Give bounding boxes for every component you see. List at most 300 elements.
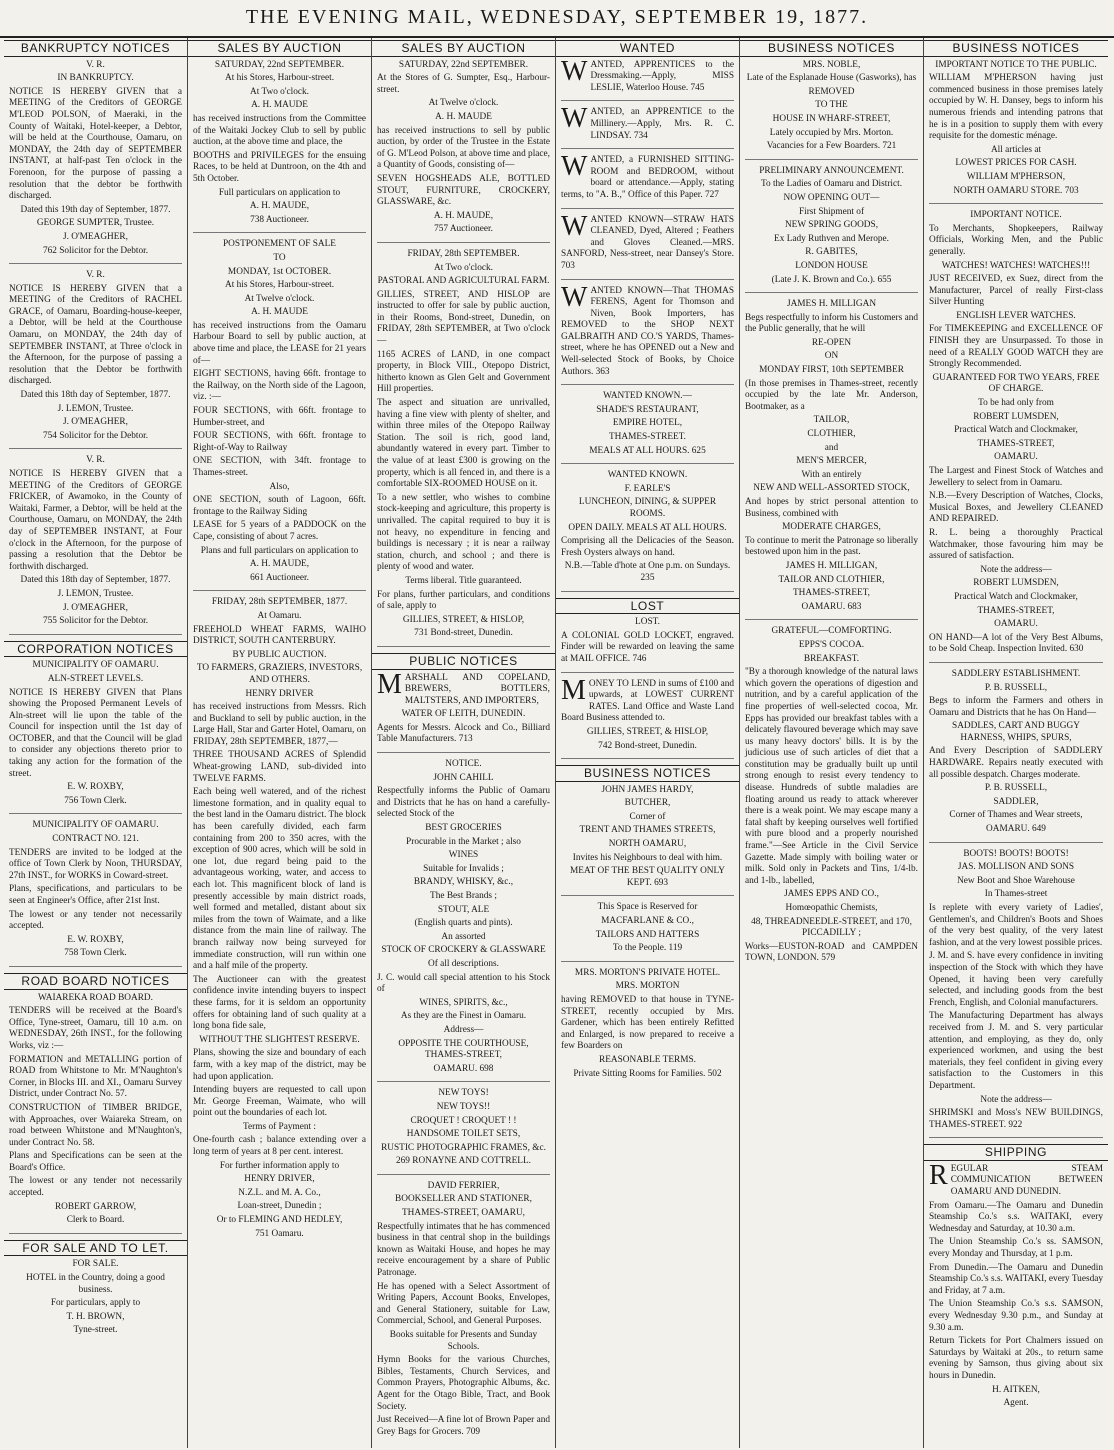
advertisement [929,1159,1103,1416]
ad-line: FOUR SECTIONS, with 66ft. frontage to Humber-street, and [193,406,366,428]
ad-line: THAMES-STREET, OAMARU, [401,1208,525,1219]
ad-line: N.Z.L. and M. A. Co., [238,1187,321,1198]
ad-line: P. B. RUSSELL, [984,783,1048,794]
advertisement [561,55,734,102]
section-heading: CORPORATION NOTICES [4,641,187,658]
ad-line: 48, THREADNEEDLE-STREET, and 170, PICCADILLY ; [751,916,912,939]
ad-line: GUARANTEED FOR TWO YEARS, FREE OF CHARGE. [932,372,1100,395]
drop-capital: W [561,210,588,242]
ad-line: The aspect and situation are unrivalled, having a fine view with plenty of shelter, and within three miles of the Otepopo Railway Station. The soil is rich, good land, abundantly watered in every part. Timber to the value of at least £300 is growing on the property, which is all fenced in, and there is a comfortable SIX-ROOMED HOUSE on it. [377,398,550,490]
ad-line: WILLIAM M'PHERSON having just commenced business in those premises lately occupied by W. H. Dansey, begs to inform his numerous friends and intending patrons that he is in a position to supply them with every requisite for the domestic ménage. [929,73,1103,142]
ad-line: The Manufacturing Department has always received from J. M. and S. very particular attention, and employing, as they do, only experienced workmen, and using the best materials, they feel confident in giving every satisfaction to the Customers in this Department. [929,1011,1103,1091]
ad-line: A. H. MAUDE, [249,201,310,212]
ad-line: 742 Bond-street, Dunedin. [598,740,697,751]
column-1 [4,38,188,1448]
ad-line: NEW AND WELL-ASSORTED STOCK, [753,483,910,494]
ad-line: JUST RECEIVED, ex Suez, direct from the Manufacturer, Parcel of really First-class Silver Hunting [929,274,1103,308]
drop-capital: W [561,55,588,87]
advertisement [745,626,918,971]
ad-line: Late of the Esplanade House (Gasworks), has [746,73,917,84]
advertisement [9,1259,182,1343]
ad-line: N.B.—Table d'hote at One p.m. on Sundays. 235 [564,561,731,583]
ad-line: FOUR SECTIONS, with 66ft. frontage to Right-of-Way to Railway [193,431,366,453]
ad-line: OAMARU. 683 [801,601,862,612]
ad-line: At Two o'clock. [250,86,309,97]
ad-line: THAMES-STREET, [792,588,871,599]
ad-line: 762 Solicitor for the Debtor. [42,245,149,256]
ad-line: BOOTHS and PRIVILEGES for the ensuing Races, to be held at Duntroon, on the 4th and 5th October. [193,150,366,184]
ad-line: GILLIES, STREET, & HISLOP, [586,726,709,737]
ad-line: NEW TOYS! [438,1088,489,1099]
advertisement [561,103,734,149]
ad-line: For further information apply to [219,1160,340,1171]
ad-line: BEST GROCERIES [425,823,502,834]
ad-line: WINES [448,850,479,861]
ad-line: TO FARMERS, GRAZIERS, INVESTORS, AND OTHERS. [196,663,363,685]
advertisement [9,820,182,967]
ad-line: FOR SALE. [72,1259,119,1270]
ad-line: Agent. [1003,1398,1029,1409]
ad-line: TAILOR AND CLOTHIER, [778,574,885,585]
ad-line: For particulars, apply to [50,1298,141,1309]
ad-line: CONTRACT NO. 121. [52,834,139,845]
ad-line: RUSTIC PHOTOGRAPHIC FRAMES, &c. [381,1142,546,1153]
ad-line: A. H. MAUDE, [249,559,310,570]
ad-line: The lowest or any tender not necessarily accepted. [9,909,182,932]
ad-line: The Union Steamship Co.'s s.s. SAMSON, every Wednesday 9.30 p.m., and Sunday at 9.30 a.m. [929,1299,1103,1333]
ad-line: J. LEMON, Trustee. [57,588,134,599]
advertisement [561,902,734,961]
ad-line: Books suitable for Presents and Sunday Schools. [389,1330,538,1352]
ad-line: Hymn Books for the various Churches, Bibles, Testaments, Church Services, and Common Prayers, Photographic Albums, &c. Agent for the Otago Bible, Tract, and Book Society. [377,1355,550,1412]
ad-line: WATER OF LEITH, DUNEDIN. [401,709,526,720]
advertisement [561,617,734,672]
drop-capital: W [561,281,588,313]
ad-line: JOHN CAHILL [433,772,494,783]
ad-line: SATURDAY, 22nd SEPTEMBER. [214,59,345,70]
column-4 [556,38,740,1448]
ad-line: Also, [269,481,290,492]
ad-line: LOST. [635,617,660,628]
ad-line: GILLIES, STREET, & HISLOP, [402,614,525,625]
ad-line: A COLONIAL GOLD LOCKET, engraved. Finder will be rewarded on leaving the same at MAIL OFFICE. 746 [561,630,734,664]
ad-line: FRIDAY, 28th SEPTEMBER, 1877. [211,597,348,608]
ad-line: MRS. MORTON'S PRIVATE HOTEL. [574,967,721,978]
ad-line: In Thames-street [984,889,1048,900]
ad-line: J. M. and S. have every confidence in inviting inspection of the Stock with which they have Opened, it having been very carefully selected, and including goods from the best French, English, and Colonial manufacturers. [929,951,1103,1008]
ad-line: 661 Auctioneer. [250,572,309,583]
ad-line: At Two o'clock. [434,262,493,273]
ad-line: New Boot and Shoe Warehouse [957,875,1075,886]
ad-line: SEVEN HOGSHEADS ALE, BOTTLED STOUT, FURNITURE, CROCKERY, GLASSWARE, &c. [377,173,550,208]
ad-line: Ex Lady Ruthven and Merope. [774,233,889,244]
ad-line: 756 Town Clerk. [64,795,127,806]
drop-capital: W [561,151,588,183]
ad-line-rest: ANTED, an APPRENTICE to the Millinery.—Apply, Mrs. R. C. LINDSAY. 734 [590,107,734,141]
ad-line: FRIDAY, 28th SEPTEMBER. [407,248,520,259]
advertisement [9,993,182,1234]
ad-line: At his Stores, Harbour-street. [224,280,335,291]
section-heading: BUSINESS NOTICES [556,765,739,782]
ad-line: At the Stores of G. Sumpter, Esq., Harbour-street. [377,73,550,95]
ad-line: First Shipment of [798,206,865,217]
ad-line: ROBERT LUMSDEN, [973,578,1059,589]
ad-line: ENGLISH LEVER WATCHES. [956,310,1076,321]
ad-line: Works—EUSTON-ROAD and CAMPDEN TOWN, LONDON. 579 [745,941,918,964]
ad-line: V. R. [86,59,105,70]
advertisement [377,249,550,647]
ad-line: J. LEMON, Trustee. [57,403,134,414]
ad-line [561,103,734,142]
ad-line: Suitable for Invalids ; [423,863,504,874]
advertisement [561,391,734,464]
ad-line: WINES, SPIRITS, &c., [419,997,508,1008]
ad-line: BRANDY, WHISKY, &c., [413,877,514,888]
advertisement [561,470,734,591]
ad-line: ONE SECTION, with 34ft. frontage to Thames-street. [193,456,366,478]
ad-line: Terms liberal. Title guaranteed. [405,575,522,586]
ad-line [377,668,550,708]
advertisement [929,60,1103,205]
ad-line: With an entirely [801,469,862,480]
ad-line: E. W. ROXBY, [67,782,124,793]
ad-line: Terms of Payment : [243,1121,316,1132]
ad-line: Intending buyers are requested to call upon Mr. George Freeman, Waimate, who will point out the boundaries of each lot. [193,1085,366,1119]
ad-line: FREEHOLD WHEAT FARMS, WAIHO DISTRICT, SOUTH CANTERBURY. [193,624,366,647]
ad-line: TRENT AND THAMES STREETS, [579,825,716,836]
ad-line [929,1159,1103,1199]
ad-line: For plans, further particulars, and conditions of sale, apply to [377,589,550,612]
ad-line: ON HAND—A lot of the Very Best Albums, to be Sold Cheap. Inspection Invited. 630 [929,632,1103,655]
ad-line: LOWEST PRICES FOR CASH. [955,158,1077,169]
ad-line: TENDERS are invited to be lodged at the office of Town Clerk by Noon, THURSDAY, 27th INST., for WORKS in Coward-street. [9,847,182,881]
ad-line: GRATEFUL—COMFORTING. [771,626,892,637]
ad-line: TO [273,252,286,263]
ad-line: CONSTRUCTION of TIMBER BRIDGE, with Approaches, over Waiareka Stream, on road between Whitstone and M'Naughton's, under Contract No. 58. [9,1102,182,1148]
ad-line: PASTORAL AND AGRICULTURAL FARM. [377,276,550,287]
ad-line: H. AITKEN, [992,1384,1040,1395]
ad-line-rest: ANTED KNOWN—That THOMAS FERENS, Agent for Thomson and Niven, Book Importers, has REMOVED to the SHOP NEXT GALBRAITH AND CO.'S YARDS, Thames-street, where he has OPENED out a New and Well-selected Stock of Books, by Choice Authors. 363 [561,285,734,377]
ad-line: IMPORTANT NOTICE TO THE PUBLIC. [935,59,1097,70]
ad-line: Dated this 18th day of September, 1877. [20,575,171,586]
ad-line: JAMES H. MILLIGAN, [785,560,878,571]
section-heading: FOR SALE AND TO LET. [4,1240,187,1257]
ad-line: Or to FLEMING AND HEDLEY, [216,1215,343,1226]
ad-line: has received instructions to sell by public auction, by order of the Trustee in the Estate of G. M'Leod Polson, at above time and place, a Quantity of Goods, consisting of— [377,125,550,171]
ad-line: IMPORTANT NOTICE. [970,210,1062,221]
ad-line: R. GABITES, [805,247,858,258]
ad-line: has received instructions from the Committee of the Waitaki Jockey Club to sell by public auction, at the above time and place, the [193,113,366,148]
ad-line: LUNCHEON, DINING, & SUPPER ROOMS. [578,497,717,519]
ad-line: To the People. 119 [612,943,683,954]
ad-line: SADDLER, [993,796,1039,807]
ad-line: and [824,442,839,453]
ad-line: Corner of [629,811,666,822]
ad-line: NEW TOYS!! [436,1101,491,1112]
ad-line: THREE THOUSAND ACRES of Splendid Wheat-growing LAND, sub-divided into TWELVE FARMS. [193,750,366,784]
advertisement [377,60,550,243]
ad-line: has received instructions from Messrs. Rich and Buckland to sell by public auction, in the Large Hall, Star and Garter Hotel, Oamaru, on FRIDAY, 28th SEPTEMBER, 1877,— [193,702,366,747]
columns [4,38,1110,1448]
ad-line: 757 Auctioneer. [434,224,493,235]
ad-line: MRS. MORTON [615,981,680,992]
ad-line: Plans, showing the size and boundary of each farm, with a key map of the district, may be had upon application. [193,1048,366,1082]
ad-line: EIGHT SECTIONS, having 66ft. frontage to the Railway, on the North side of the Lagoon, viz. :— [193,369,366,403]
ad-line: As they are the Finest in Oamaru. [400,1011,527,1022]
ad-line: SATURDAY, 22nd SEPTEMBER. [398,59,529,70]
advertisement [745,60,918,160]
ad-line-rest: ARSHALL AND COPELAND, BREWERS, BOTTLERS, MALTSTERS, AND IMPORTERS, [404,672,550,706]
ad-line: To the Ladies of Oamaru and District. [760,179,903,190]
ad-line: 731 Bond-street, Dunedin. [414,628,513,639]
ad-line: At Oamaru. [257,610,302,621]
ad-line: Vacancies for a Few Boarders. 721 [766,141,897,152]
ad-line: For TIMEKEEPING and EXCELLENCE OF FINISH they are Unsurpassed. To those in need of a REALLY GOOD WATCH they are Strongly Recommended. [929,324,1103,370]
ad-line: 269 RONAYNE AND COTTRELL. [396,1156,531,1167]
ad-line: SADDLERY ESTABLISHMENT. [951,668,1081,679]
ad-line: BOOKSELLER AND STATIONER, [395,1194,532,1205]
drop-capital: M [377,668,402,700]
ad-line: MUNICIPALITY OF OAMARU. [32,660,159,671]
ad-line: Plans, specifications, and particulars to be seen at Engineer's Office, after 21st Inst. [9,884,182,906]
advertisement [745,299,918,620]
ad-line: TAILORS AND HATTERS [595,929,700,940]
ad-line: Full particulars on application to [218,187,341,198]
ad-line: A. H. MAUDE [251,100,308,111]
drop-capital: W [561,103,588,135]
advertisement [193,597,366,1246]
ad-line-rest: ONEY TO LEND in sums of £100 and upwards, at LOWEST CURRENT RATES. Land Office and Waste Land Board Business attended to. [561,678,734,724]
ad-line: JAS. MOLLISON AND SONS [957,862,1075,873]
advertisement [561,210,734,280]
ad-line: HENRY DRIVER, [244,1174,315,1185]
ad-line: HANDSOME TOILET SETS, [406,1129,521,1140]
ad-line: 1165 ACRES of LAND, in one compact property, in Block VIII., Otepopo District, hitherto known as Glen Gelt and Government Hill properties. [377,349,550,395]
ad-line: Invites his Neighbours to deal with him. [572,852,723,863]
ad-line: Clerk to Board. [66,1215,125,1226]
ad-line: T. H. BROWN, [66,1311,125,1322]
ad-line: DAVID FERRIER, [427,1180,500,1191]
ad-line: The Auctioneer can with the greatest confidence invite intending buyers to inspect these farms, for it is seldom an opportunity offers for obtaining land of such quality at a long bona fide sale, [193,974,366,1032]
ad-line: NOTICE IS HEREBY GIVEN that Plans showing the Proposed Permanent Levels of Aln-street will lie upon the table of the Council for inspection until the 1st day of OCTOBER, and that the Council will be glad to consider any objections thereto prior to taking any action for the formation of the street. [9,687,182,779]
ad-line: NOTICE. [445,759,482,770]
ad-line: Plans and full particulars on application to [200,545,359,556]
column-5 [740,38,924,1448]
ad-line: MODERATE CHARGES, [782,522,881,533]
ad-line: A. H. MAUDE, [433,210,494,221]
ad-line: ROBERT GARROW, [54,1201,137,1212]
ad-line: (English quarts and pints). [414,918,513,929]
ad-line: NOTICE IS HEREBY GIVEN that a MEETING of the Creditors of GEORGE FRICKER, of Awamoko, in the County of Waitaki, Farmer, a Debtor, will be held at the Courthouse, Oamaru, on MONDAY, the 24th day of SEPTEMBER INSTANT, at Four o'clock in the Afternoon, for the purpose of passing a resolution that the Debtor be forthwith discharged. [9,469,182,572]
ad-line: Lately occupied by Mrs. Morton. [769,127,894,138]
ad-line: OPPOSITE THE COURTHOUSE, THAMES-STREET, [398,1038,529,1061]
ad-line: FORMATION and METALLING portion of ROAD from Whitstone to Mr. M'Naughton's Corner, in Blocks III. and XI., Oamaru Survey District, under Contract No. 57. [9,1054,182,1100]
ad-line: THAMES-STREET. [608,432,687,443]
ad-line: 758 Town Clerk. [64,948,127,959]
advertisement [9,660,182,814]
ad-line: CROQUET ! CROQUET ! ! [410,1115,517,1126]
ad-line: Each being well watered, and of the richest limestone formation, and in quality equal to the best land in the Oamaru district. The block has been carefully divided, each farm containing from 200 to 350 acres, with the exception of 900 acres, which will be sold in one lot, due regard being paid to the advantageous working, water, and access to each lot. This magnificent block of land is presently accessible by main district roads, well formed and metalled, distant about six miles from the town of Waimate, and a like distance from the main line of railway. The branch railway now being surveyed for immediate construction, will run within one and a half mile of the property. [193,787,366,972]
ad-line: STOUT, ALE [437,904,490,915]
ad-line: EMPIRE HOTEL, [612,418,683,429]
ad-line: JAMES EPPS AND CO., [784,889,879,900]
advertisement [561,151,734,208]
column-6 [924,38,1108,1448]
ad-line: J. C. would call special attention to his Stock of [377,972,550,995]
ad-line: From Dunedin.—The Oamaru and Dunedin Steamship Co.'s s.s. WAITAKI, every Tuesday and Friday, at 7 a.m. [929,1262,1103,1296]
ad-line: Note the address— [980,1094,1052,1105]
ad-line: TENDERS will be received at the Board's Office, Tyne-street, Oamaru, till 10 a.m. on WEDNESDAY, 26th INST., for the following Works, viz :— [9,1006,182,1051]
masthead: THE EVENING MAIL, WEDNESDAY, SEPTEMBER 19, 1877. [0,0,1114,38]
ad-line: At his Stores, Harbour-street. [224,73,335,84]
drop-capital: R [929,1159,948,1191]
ad-line: ON [824,351,839,362]
ad-line: J. O'MEAGHER, [63,417,128,428]
ad-line: MEALS AT ALL HOURS. 625 [589,445,706,456]
ad-line: Note the address— [980,564,1052,575]
ad-line: WANTED KNOWN. [607,470,688,481]
ad-line: One-fourth cash ; balance extending over a long term of years at 8 per cent. interest. [193,1135,366,1158]
ad-line: MRS. NOBLE, [802,59,861,70]
ad-line: N.B.—Every Description of Watches, Clocks, Musical Boxes, and Jewellery CLEANED AND REPAIRED. [929,491,1103,525]
ad-line: HOTEL in the Country, doing a good business. [26,1273,165,1295]
ad-line: GEORGE SUMPTER, Trustee. [36,218,155,229]
advertisement [561,968,734,1086]
ad-line: OAMARU. [994,619,1038,630]
ad-line: 738 Auctioneer. [250,214,309,225]
ad-line: J. O'MEAGHER, [63,231,128,242]
ad-line: NEW SPRING GOODS, [784,220,879,231]
ad-line: POSTPONEMENT OF SALE [223,239,336,250]
ad-line: A. H. MAUDE [435,111,492,122]
ad-line: CLOTHIER, [807,429,856,440]
ad-line: WAIAREKA ROAD BOARD. [38,992,153,1003]
ad-line: Loan-street, Dunedin ; [237,1201,322,1212]
ad-line: Begs respectfully to inform his Customers and the Public generally, that he will [745,312,919,335]
ad-line [561,210,734,273]
section-heading: SALES BY AUCTION [372,40,555,57]
advertisement [929,669,1103,843]
ad-line-rest: ANTED, a FURNISHED SITTING-ROOM and BEDROOM, without board or attendance.—Apply, stating terms, to "A. B.," Office of this Paper. 727 [561,155,734,200]
ad-line: 751 Oamaru. [255,1228,304,1239]
ad-line: MUNICIPALITY OF OAMARU. [32,820,159,831]
ad-line: NORTH OAMARU, [608,839,687,850]
ad-line: Homœopathic Chemists, [785,903,878,913]
ad-line-rest: ANTED KNOWN—STRAW HATS CLEANED, Dyed, Altered ; Feathers and Gloves Cleaned.—MRS. SANFORD, Ness-street, near Dansey's Store. 703 [561,214,734,271]
ad-line-rest: ANTED, APPRENTICES to the Dressmaking.—Apply, MISS LESLIE, Waterloo House. 745 [590,59,734,93]
ad-line: TO THE [815,100,848,111]
ad-line: The Union Steamship Co.'s ss. SAMSON, every Monday and Thursday, at 1 p.m. [929,1237,1103,1260]
ad-line: F. EARLE'S [624,483,671,494]
ad-line: WANTED KNOWN.— [603,391,692,402]
ad-line: Plans and Specifications can be seen at the Board's Office. [9,1151,182,1173]
ad-line: ROBERT LUMSDEN, [973,411,1059,422]
advertisement [561,674,734,760]
section-heading: BUSINESS NOTICES [740,40,923,57]
section-heading: LOST [556,598,739,615]
section-heading: SALES BY AUCTION [188,40,371,57]
ad-line: Begs to inform the Farmers and others in Oamaru and Districts that he has On Hand— [929,696,1103,718]
ad-line: Procurable in the Market ; also [406,836,521,847]
ad-line: E. W. ROXBY, [67,934,124,945]
ad-line: From Oamaru.—The Oamaru and Dunedin Steamship Co.'s s.s. WAITAKI, every Wednesday and Saturday, at 10.30 a.m. [929,1200,1103,1234]
advertisement [377,759,550,1082]
ad-line: Return Tickets for Port Chalmers issued on Saturdays by Waitaki at 20s., to return same evening by Samson, thus giving about six hours in Dunedin. [929,1336,1103,1381]
ad-line: To be had only from [978,398,1054,409]
ad-line: Dated this 18th day of September, 1877. [20,390,171,401]
ad-line: Agents for Messrs. Alcock and Co., Billiard Table Manufacturers. 713 [377,722,550,745]
ad-line: At Twelve o'clock. [428,98,499,109]
ad-line: Private Sitting Rooms for Families. 502 [573,1068,722,1079]
ad-line: Practical Watch and Clockmaker, [954,591,1078,602]
ad-line: Respectfully informs the Public of Oamaru and Districts that he has on hand a carefully-selected Stock of the [377,786,550,820]
advertisement [9,455,182,634]
ad-line [561,281,734,379]
section-heading: SHIPPING [924,1144,1108,1161]
ad-line: At Twelve o'clock. [244,293,315,304]
ad-line: RE-OPEN [811,337,852,348]
ad-line: GILLIES, STREET, AND HISLOP are instructed to offer for sale by public auction, in their Rooms, Bond-street, Dunedin, on FRIDAY, 28th SEPTEMBER, at Two o'clock— [377,289,550,347]
ad-line: A. H. MAUDE [251,307,308,318]
ad-line: WATCHES! WATCHES! WATCHES!!! [941,260,1091,271]
section-heading: PUBLIC NOTICES [372,653,555,670]
ad-line: V. R. [86,455,105,466]
ad-line: PRELIMINARY ANNOUNCEMENT. [759,165,904,176]
advertisement [561,281,734,386]
ad-line: And hopes by strict personal attention to Business, combined with [745,497,918,519]
ad-line: J. O'MEAGHER, [63,602,128,613]
ad-line: JAMES H. MILLIGAN [786,299,877,310]
section-heading: ROAD BOARD NOTICES [4,973,187,990]
ad-line: Tyne-street. [73,1325,118,1336]
ad-line: ALN-STREET LEVELS. [47,673,144,684]
ad-line [561,151,734,201]
ad-line: MEAT OF THE BEST QUALITY ONLY KEPT. 693 [570,866,725,888]
ad-line: BREAKFAST. [803,653,860,664]
ad-line: Of all descriptions. [427,958,499,969]
ad-line: HENRY DRIVER [245,688,314,699]
advertisement [377,1181,550,1444]
ad-line: 755 Solicitor for the Debtor. [42,616,149,627]
ad-line: Respectfully intimates that he has commenced business in that central shop in the buildings known as Waitaki House, and hopes he may receive encouragement by a share of Public Patronage. [377,1221,550,1279]
ad-line: OAMARU. 698 [433,1063,494,1074]
ad-line: MEN'S MERCER, [796,456,867,467]
ad-line: NOW OPENING OUT— [783,192,880,203]
ad-line [561,55,734,95]
ad-line: EPPS'S COCOA. [798,639,865,650]
ad-line: BOOTS! BOOTS! BOOTS! [963,848,1069,859]
ad-line: Corner of Thames and Wear streets, [949,810,1083,821]
ad-line: All articles at [990,144,1042,155]
drop-capital: M [561,674,586,706]
ad-line: BUTCHER, [624,798,671,809]
section-heading: BUSINESS NOTICES [924,40,1108,57]
ad-line: SADDLES, CART AND BUGGY HARNESS, WHIPS, SPURS, [952,721,1080,743]
ad-line: The Best Brands ; [430,891,497,901]
ad-line: OAMARU. [994,452,1038,463]
ad-line: WILLIAM M'PHERSON, [966,171,1066,182]
advertisement [377,1088,550,1175]
column-2 [188,38,372,1448]
ad-line: And Every Description of SADDLERY HARDWARE. Repairs neatly executed with all possible despatch. Charges moderate. [929,746,1103,780]
ad-line: (Late J. K. Brown and Co.). 655 [771,274,892,285]
ad-line: MONDAY, 1st OCTOBER. [227,266,332,277]
ad-line: P. B. RUSSELL, [984,682,1048,693]
ad-line: LONDON HOUSE [795,260,868,271]
ad-line: SHRIMSKI and Moss's NEW BUILDINGS, THAMES-STREET. 922 [929,1108,1103,1130]
ad-line: NOTICE IS HEREBY GIVEN that a MEETING of the Creditors of GEORGE M'LEOD POLSON, of Maeraki, in the County of Waitaki, Hotel-keeper, a Debtor, will be held at the Courthouse, Oamaru, on MONDAY, the 24th day of SEPTEMBER INSTANT, at half-past Ten o'clock in the Forenoon, for the purpose of passing a resolution that the debtor be forthwith discharged. [9,86,182,202]
ad-line: THAMES-STREET, [977,438,1055,449]
